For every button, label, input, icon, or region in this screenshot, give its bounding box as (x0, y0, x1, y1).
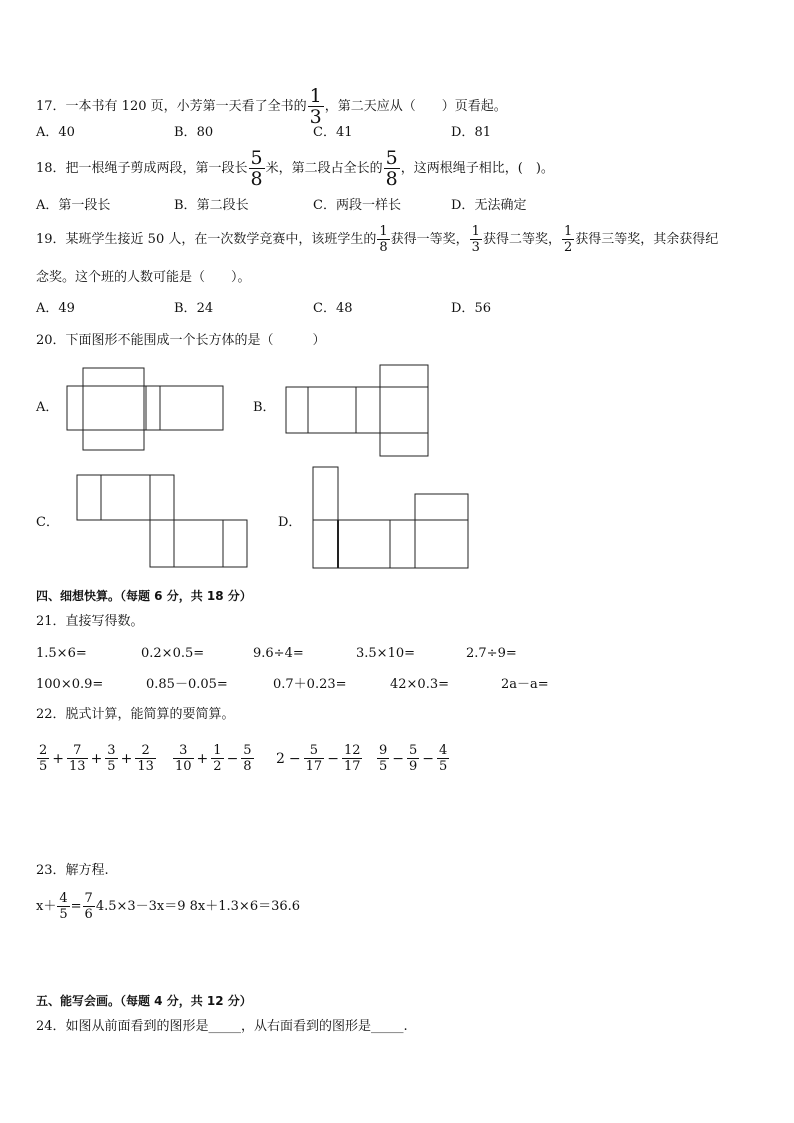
q20-stem: 20．下面图形不能围成一个长方体的是（ ） (36, 333, 326, 348)
q19-option-a[interactable]: A．49 (36, 301, 75, 316)
q17-option-a[interactable]: A．40 (36, 125, 75, 140)
q19-stem: 19．某班学生接近 50 人，在一次数学竞赛中，该班学生的 $\frac{1}{8}$ 获得一等奖， $\frac{1}{3}$ 获得二等奖， $\frac{1}{2}$ 获得三等奖，其余获得纪 (36, 224, 719, 255)
q19-fraction-1: $\frac{1}{8}$ (379, 224, 388, 255)
q20-label-d[interactable]: D． (278, 515, 302, 530)
q22-stem: 22．脱式计算，能简算的要简算。 (36, 707, 235, 722)
q18-option-b[interactable]: B．第二段长 (174, 198, 249, 213)
q20-label-c[interactable]: C． (36, 515, 59, 530)
calc-item[interactable]: 2.7÷9= (466, 646, 517, 661)
q22-expression-1[interactable]: $\frac{2}{5}$ + $\frac{7}{13}$ + $\frac{3}{5}$ + $\frac{2}{13}$ (39, 743, 154, 774)
calc-item[interactable]: 0.7＋0.23= (273, 677, 347, 692)
q17-option-c[interactable]: C．41 (313, 125, 353, 140)
q19-option-c[interactable]: C．48 (313, 301, 353, 316)
calc-item[interactable]: 3.5×10= (356, 646, 416, 661)
q21-stem: 21．直接写得数。 (36, 614, 144, 629)
section-4-heading: 四、细想快算。（每题 6 分，共 18 分） (36, 589, 252, 603)
q19-stem-line2: 念奖。这个班的人数可能是（ ）。 (36, 270, 251, 285)
q22-expression-4[interactable]: $\frac{9}{5}$ − $\frac{5}{9}$ − $\frac{4}{5}$ (379, 743, 448, 774)
q19-fraction-2: $\frac{1}{3}$ (471, 224, 480, 255)
q18-option-d[interactable]: D．无法确定 (451, 198, 527, 213)
q23-equations[interactable]: x＋ $\frac{4}{5}$ = $\frac{7}{6}$ 4.5×3－3x＝9 8x＋1.3×6＝36.6 (36, 891, 301, 922)
q17-option-b[interactable]: B．80 (174, 125, 214, 140)
section-5-heading: 五、能写会画。（每题 4 分，共 12 分） (36, 994, 252, 1008)
q19-option-b[interactable]: B．24 (174, 301, 214, 316)
q17-stem: 17．一本书有 120 页，小芳第一天看了全书的 $\frac{1}{3}$ ，第二天应从（ ）页看起。 (36, 85, 507, 128)
q19-fraction-3: $\frac{1}{2}$ (563, 224, 573, 255)
q17-fraction: $\frac{1}{3}$ (309, 85, 322, 128)
q20-label-b[interactable]: B． (253, 400, 276, 415)
calc-item[interactable]: 42×0.3= (390, 677, 450, 692)
calc-item[interactable]: 1.5×6= (36, 646, 87, 661)
calc-item[interactable]: 0.2×0.5= (141, 646, 205, 661)
q18-fraction-1: $\frac{5}{8}$ (250, 147, 263, 190)
calc-item[interactable]: 100×0.9= (36, 677, 104, 692)
q20-label-a[interactable]: A． (36, 400, 59, 415)
calc-item[interactable]: 0.85－0.05= (146, 677, 228, 692)
q17-option-d[interactable]: D．81 (451, 125, 491, 140)
q18-stem: 18．把一根绳子剪成两段，第一段长 $\frac{5}{8}$ 米，第二段占全长的 $\frac{5}{8}$ ，这两根绳子相比，( )。 (36, 147, 554, 190)
calc-item[interactable]: 2a－a= (501, 677, 549, 692)
q22-expression-2[interactable]: $\frac{3}{10}$ + $\frac{1}{2}$ − $\frac{5}{8}$ (175, 743, 252, 774)
q24-stem: 24．如图从前面看到的图形是_____，从右面看到的图形是_____. (36, 1019, 408, 1034)
calc-item[interactable]: 9.6÷4= (253, 646, 304, 661)
q23-stem: 23．解方程. (36, 863, 109, 878)
q18-option-a[interactable]: A．第一段长 (36, 198, 111, 213)
q22-expression-3[interactable]: 2 − $\frac{5}{17}$ − $\frac{12}{17}$ (276, 743, 361, 774)
q18-option-c[interactable]: C．两段一样长 (313, 198, 401, 213)
q18-fraction-2: $\frac{5}{8}$ (385, 147, 398, 190)
q19-option-d[interactable]: D．56 (451, 301, 491, 316)
